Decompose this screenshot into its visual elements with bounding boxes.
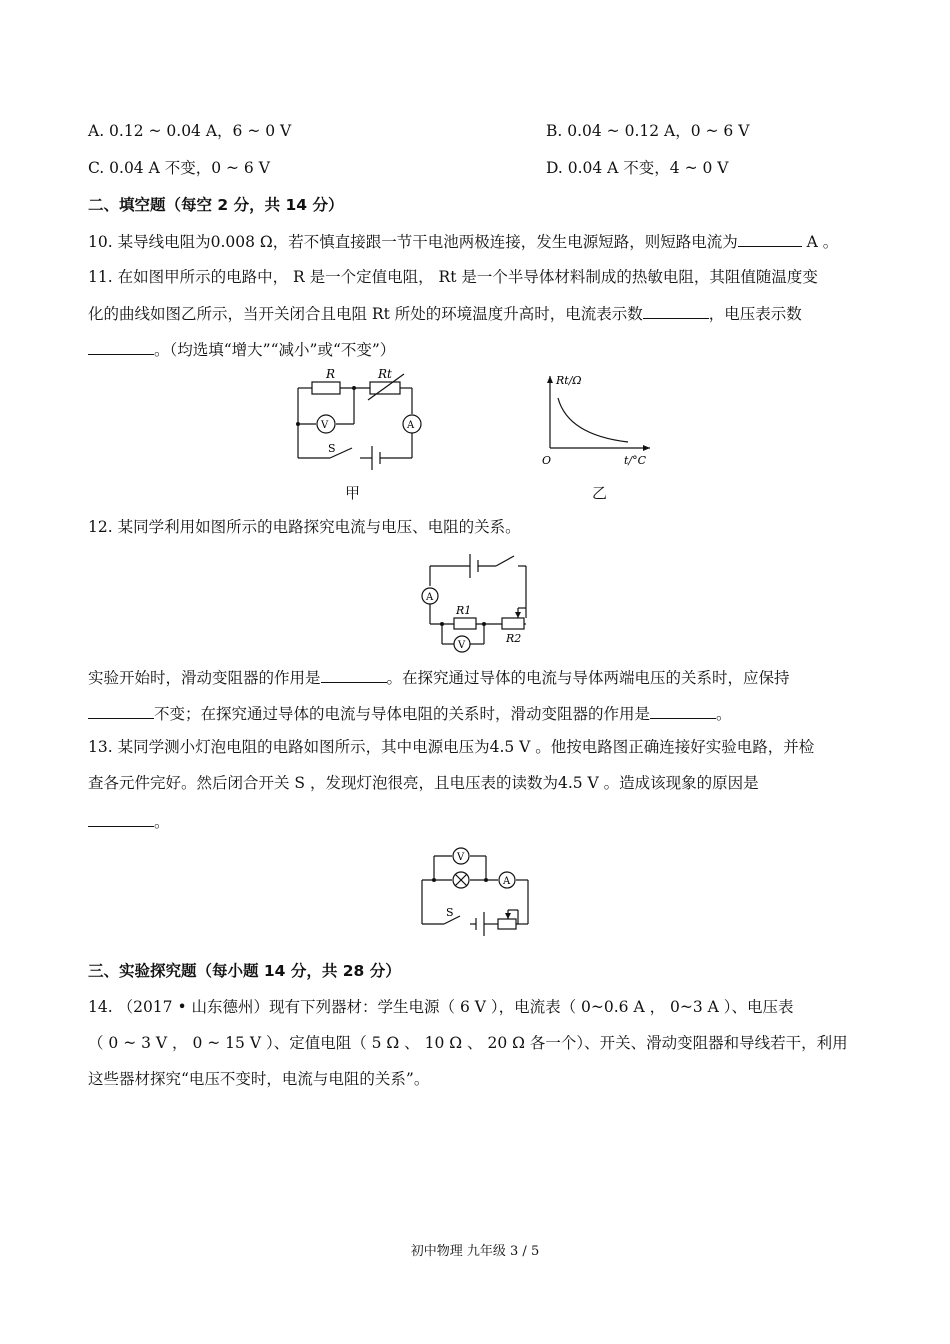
- section3-title: 三、实验探究题（每小题 14 分，共 28 分）: [88, 962, 401, 980]
- q11-line2b: ，电压表示数: [708, 305, 802, 323]
- q12-blank2: [88, 702, 154, 719]
- q11-figa-ammeter-label: A: [407, 420, 415, 431]
- q14-line2: （ 0 ~ 3 V ， 0 ~ 15 V ）、定值电阻（ 5 Ω 、 10 Ω 、 20 Ω 各一个）、开关、滑动变阻器和导线若干，利用: [88, 1034, 848, 1052]
- q13-blank: [88, 810, 154, 827]
- q11-figa-switch-label: S: [328, 442, 336, 455]
- q9-option-c: C. 0.04 A 不变，0 ~ 6 V: [88, 159, 270, 177]
- page-footer: 初中物理 九年级 3 / 5: [410, 1244, 540, 1259]
- q11-line1: 11. 在如图甲所示的电路中， R 是一个定值电阻， Rt 是一个半导体材料制成的热敏电阻，其阻值随温度变: [88, 268, 818, 286]
- q13-line1: 13. 某同学测小灯泡电阻的电路如图所示，其中电源电压为4.5 V 。他按电路图正确连接好实验电路，并检: [88, 738, 815, 756]
- q11-figb-xaxis-label: t/°C: [624, 454, 647, 467]
- q12-ammeter-label: A: [426, 592, 434, 603]
- q12-line3b: 。: [716, 705, 732, 723]
- q12-circuit-figure: [418, 546, 538, 654]
- q13-ammeter-label: A: [503, 876, 511, 887]
- q11-figa-label-r: R: [326, 367, 336, 381]
- q13-switch-label: S: [446, 906, 454, 919]
- q12-line1: 12. 某同学利用如图所示的电路探究电流与电压、电阻的关系。: [88, 518, 521, 536]
- q10-line: [88, 230, 838, 253]
- q11-figure-b-caption: 乙: [592, 484, 608, 502]
- q11-line2: [88, 302, 802, 325]
- q12-line3a: 不变；在探究通过导体的电流与导体电阻的关系时，滑动变阻器的作用是: [154, 705, 651, 723]
- q11-figa-voltmeter-label: V: [321, 420, 329, 431]
- q12-line2b: 。在探究通过导体的电流与导体两端电压的关系时，应保持: [386, 669, 790, 687]
- q13-line3: [88, 810, 170, 833]
- q11-figb-yaxis-label: Rt/Ω: [556, 374, 582, 387]
- q9-option-d: D. 0.04 A 不变，4 ~ 0 V: [546, 159, 729, 177]
- q12-voltmeter-label: V: [458, 640, 466, 651]
- q9-option-a: A. 0.12 ~ 0.04 A，6 ~ 0 V: [88, 122, 292, 140]
- q13-line3-text: 。: [154, 813, 170, 831]
- q14-line1: 14. （2017 • 山东德州）现有下列器材：学生电源（ 6 V ），电流表（ 0~0.6 A ， 0~3 A ）、电压表: [88, 998, 794, 1016]
- q14-line3: 这些器材探究“电压不变时，电流与电阻的关系”。: [88, 1070, 430, 1088]
- q13-voltmeter-label: V: [457, 852, 465, 863]
- q12-line3: [88, 702, 732, 725]
- q12-blank3: [650, 702, 716, 719]
- q13-line2: 查各元件完好。然后闭合开关 S ，发现灯泡很亮，且电压表的读数为4.5 V 。造成该现象的原因是: [88, 774, 759, 792]
- section2-title: 二、填空题（每空 2 分，共 14 分）: [88, 196, 344, 214]
- q11-circuit-figure-a: [288, 366, 428, 476]
- q13-circuit-figure: [414, 844, 540, 944]
- q11-line3: [88, 338, 395, 361]
- q11-blank1: [643, 302, 709, 319]
- q12-line2: [88, 666, 790, 689]
- q9-option-b: B. 0.04 ~ 0.12 A，0 ~ 6 V: [546, 122, 750, 140]
- q12-label-r2: R2: [506, 632, 522, 645]
- q12-label-r1: R1: [456, 604, 472, 617]
- q11-figb-origin-label: O: [542, 454, 552, 467]
- q12-line2a: 实验开始时，滑动变阻器的作用是: [88, 669, 321, 687]
- q11-blank2: [88, 338, 154, 355]
- q11-line3-text: 。（均选填“增大”“减小”或“不变”）: [154, 341, 396, 359]
- q10-after: A 。: [801, 233, 839, 251]
- q10-blank: [738, 230, 802, 247]
- q12-blank1: [321, 666, 387, 683]
- q11-graph-figure-b: [538, 370, 658, 470]
- q10-text: 10. 某导线电阻为0.008 Ω，若不慎直接跟一节干电池两极连接，发生电源短路，则短路电流为: [88, 233, 738, 251]
- q11-figure-a-caption: 甲: [345, 484, 361, 502]
- q11-figa-label-rt: Rt: [378, 367, 392, 381]
- q11-line2a: 化的曲线如图乙所示，当开关闭合且电阻 Rt 所处的环境温度升高时，电流表示数: [88, 305, 643, 323]
